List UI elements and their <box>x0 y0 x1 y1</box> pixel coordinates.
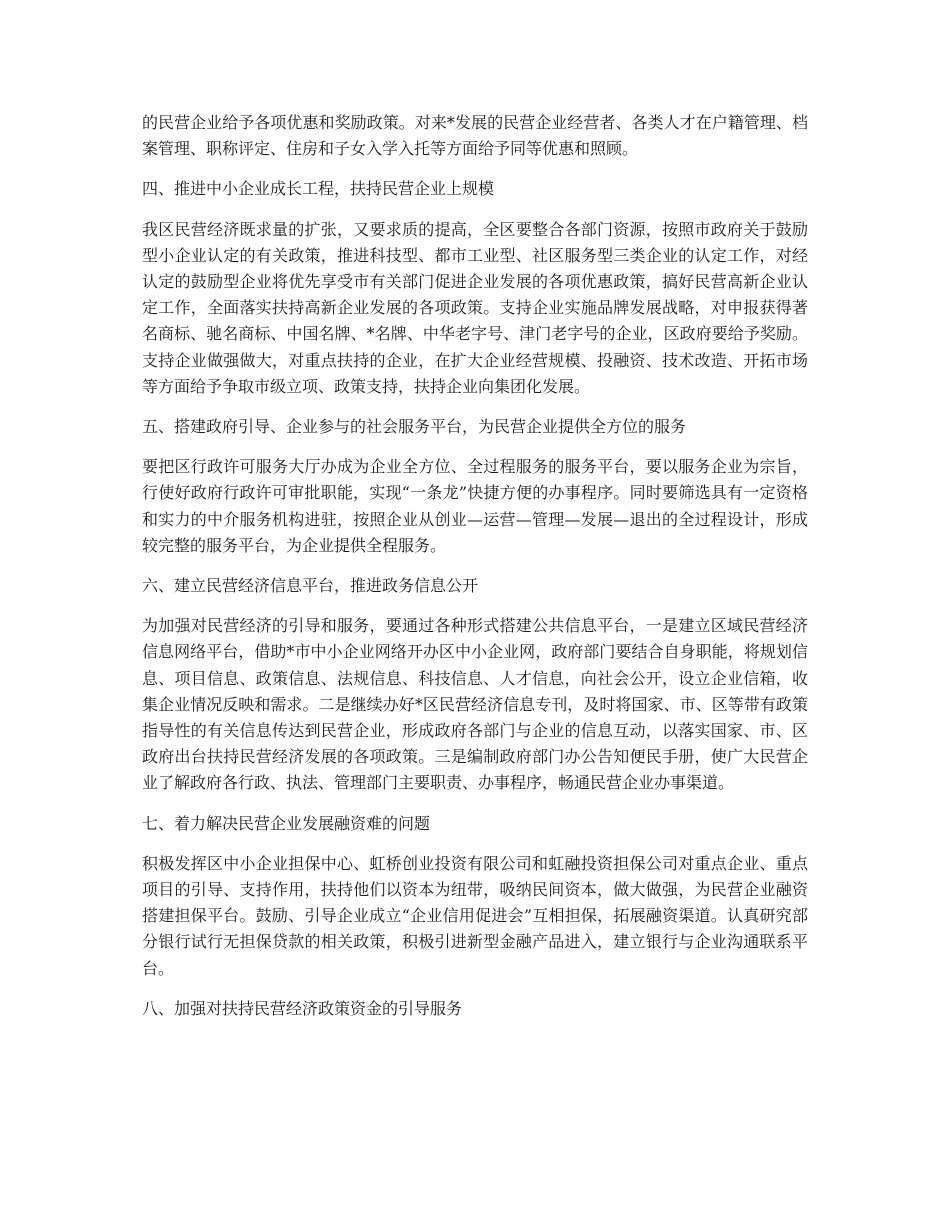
heading-section-7: 七、着力解决民营企业发展融资难的问题 <box>142 813 431 833</box>
heading-section-5: 五、搭建政府引导、企业参与的社会服务平台，为民营企业提供全方位的服务 <box>142 417 687 437</box>
heading-section-6: 六、建立民营经济信息平台，推进政务信息公开 <box>142 576 479 596</box>
paragraph-section-6: 为加强对民营经济的引导和服务，要通过各种形式搭建公共信息平台，一是建立区域民营经济信息网络平台，借助*市中小企业网络开办区中小企业网，政府部门要结合自身职能，将规划信息、项目信息、政策信息、法规信息、科技信息、人才信息，向社会公开，设立企业信箱，收集企业情况反映和需求。二是继续办好*区民营经济信息专刊，及时将国家、市、区等带有政策指导性的有关信息传达到民营企业，形成政府各部门与企业的信息互动，以落实国家、市、区政府出台扶持民营经济发展的各项政策。三是编制政府部门办公告知便民手册，使广大民营企业了解政府各行政、执法、管理部门主要职责、办事程序，畅通民营企业办事渠道。 <box>142 616 808 793</box>
paragraph-section-7: 积极发挥区中小企业担保中心、虹桥创业投资有限公司和虹融投资担保公司对重点企业、重点项目的引导、支持作用，扶持他们以资本为纽带，吸纳民间资本，做大做强，为民营企业融资搭建担保平台。鼓励、引导企业成立“企业信用促进会”互相担保，拓展融资渠道。认真研究部分银行试行无担保贷款的相关政策，积极引进新型金融产品进入，建立银行与企业沟通联系平台。 <box>142 853 808 978</box>
paragraph-section-5: 要把区行政许可服务大厅办成为企业全方位、全过程服务的服务平台，要以服务企业为宗旨，行使好政府行政许可审批职能，实现“一条龙”快捷方便的办事程序。同时要筛选具有一定资格和实力的中介服务机构进驻，按照企业从创业—运营—管理—发展—退出的全过程设计，形成较完整的服务平台，为企业提供全程服务。 <box>142 457 808 555</box>
document-page <box>142 110 808 1036</box>
heading-section-8: 八、加强对扶持民营经济政策资金的引导服务 <box>142 998 463 1018</box>
paragraph-section-4: 我区民营经济既求量的扩张，又要求质的提高，全区要整合各部门资源，按照市政府关于鼓励型小企业认定的有关政策，推进科技型、都市工业型、社区服务型三类企业的认定工作，对经认定的鼓励型企业将优先享受市有关部门促进企业发展的各项优惠政策，搞好民营高新企业认定工作，全面落实扶持高新企业发展的各项政策。支持企业实施品牌发展战略，对申报获得著名商标、驰名商标、中国名牌、*名牌、中华老字号、津门老字号的企业，区政府要给予奖励。支持企业做强做大，对重点扶持的企业，在扩大企业经营规模、投融资、技术改造、开拓市场等方面给予争取市级立项、政策支持，扶持企业向集团化发展。 <box>142 219 808 396</box>
heading-section-4: 四、推进中小企业成长工程，扶持民营企业上规模 <box>142 179 495 199</box>
paragraph-incentives: 的民营企业给予各项优惠和奖励政策。对来*发展的民营企业经营者、各类人才在户籍管理、档案管理、职称评定、住房和子女入学入托等方面给予同等优惠和照顾。 <box>142 113 808 159</box>
